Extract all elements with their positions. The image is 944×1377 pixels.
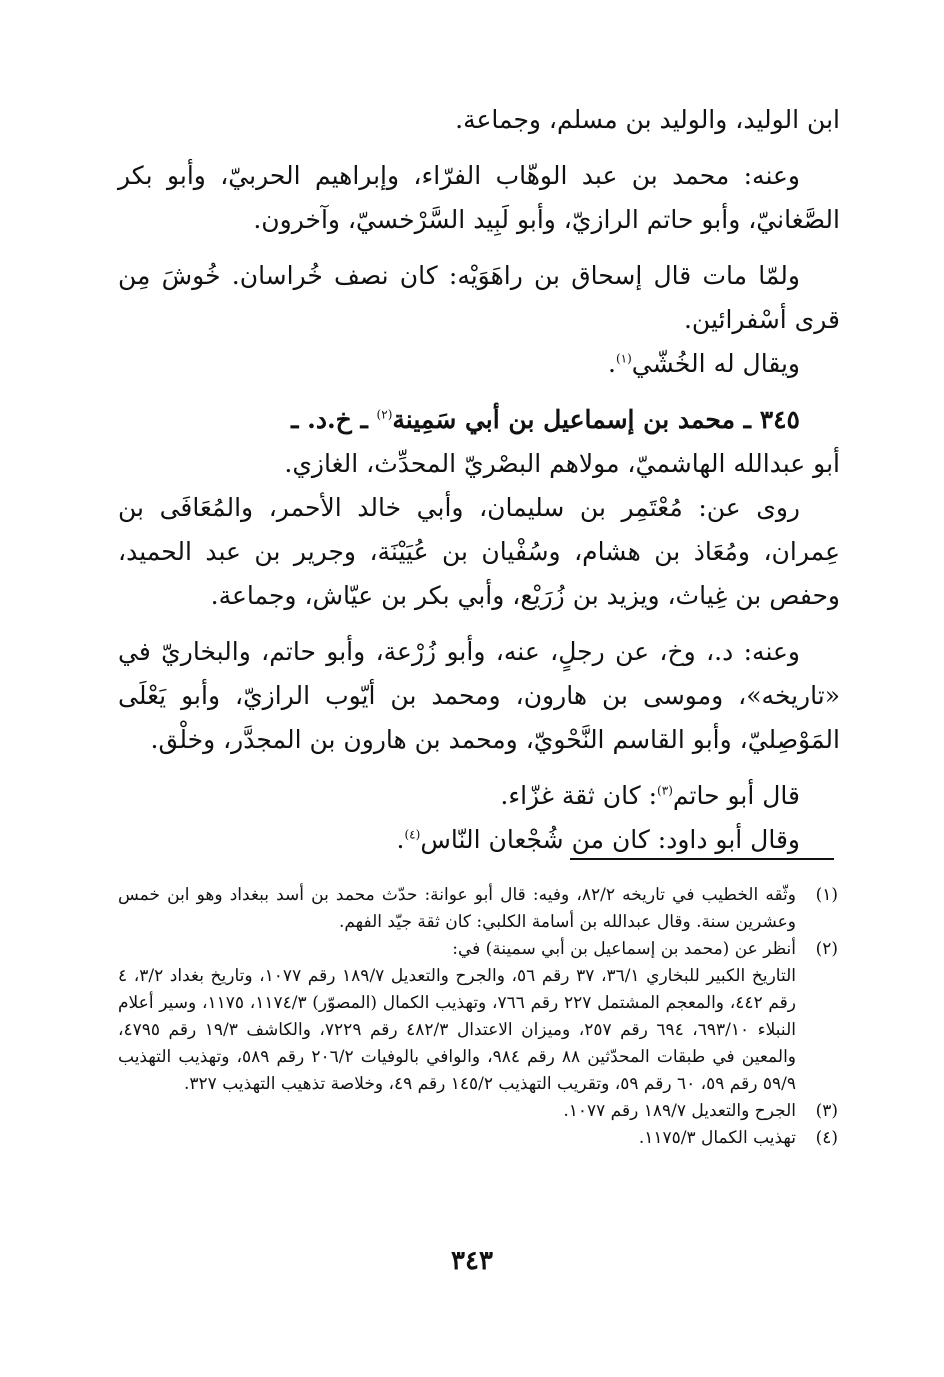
footnote-3	[118, 1098, 838, 1125]
footnote-line: التاريخ الكبير للبخاري ٣٦/١، ٣٧ رقم ٥٦، والجرح والتعديل ١٨٩/٧ رقم ١٠٧٧، وتاريخ بغداد ٣/٢، ٤ رقم ٤٤٢، والمعجم المشتمل ٢٢٧ رقم ٧٦٦، وتهذيب الكمال (المصوّر) ١١٧٤/٣، ١١٧٥، وسير أعلام النبلاء ٦٩٣/١٠، ٦٩٤ رقم ٢٥٧، وميزان الاعتدال ٤٨٢/٣ رقم ٧٢٢٩، والكاشف ١٩/٣ رقم ٤٧٩٥، والمعين في طبقات المحدّثين ٨٨ رقم ٩٨٤، والوافي بالوفيات ٢٠٦/٢ رقم ٥٨٩، وتهذيب التهذيب ٥٩/٩ رقم ٥٩، ٦٠ رقم ٥٩، وتقريب التهذيب ١٤٥/٢ رقم ٤٩، وخلاصة تذهيب التهذيب ٣٢٧.	[118, 966, 796, 1094]
footnote-body	[118, 882, 796, 936]
footnote-separator	[570, 858, 834, 860]
paragraph-narrators: وعنه: د.، وخ، عن رجلٍ، عنه، وأبو زُرْعة، وأبو حاتم، والبخاريّ في «تاريخه»، وموسى بن هارون، ومحمد بن أيّوب الرازيّ، وأبو يَعْلَى المَوْصِليّ، وأبو القاسم النَّحْويّ، ومحمد بن هارون بن المجدَّر، وخلْق.	[118, 637, 840, 754]
footnote-ref-3[interactable]: (٣)	[657, 783, 673, 798]
footnote-line: أنظر عن (محمد بن إسماعيل بن أبي سمينة) في:	[452, 939, 796, 959]
footnote-number: (٢)	[815, 939, 838, 959]
page-number: ٣٤٣	[451, 1246, 493, 1276]
nisba-end: .	[608, 349, 616, 378]
abu-hatim-quote: : كان ثقة غزّاء.	[500, 781, 658, 810]
abu-dawud-end: .	[396, 825, 405, 854]
footnote-number: (٤)	[815, 1128, 838, 1148]
footnote-number: (٣)	[815, 1101, 838, 1121]
footnote-body	[118, 1125, 796, 1152]
footnote-ref-4[interactable]: (٤)	[404, 827, 421, 842]
footnote-2	[118, 936, 838, 1098]
main-text	[118, 98, 840, 862]
footnote-body	[118, 936, 796, 1098]
paragraph-abu-hatim	[118, 774, 840, 818]
footnotes	[118, 882, 838, 1152]
paragraph-death: ولمّا مات قال إسحاق بن راهَوَيْه: كان نصف خُراسان. خُوشَ مِن قرى أسْفرائين.	[118, 261, 840, 334]
abu-hatim-label: قال أبو حاتم	[672, 781, 800, 810]
footnote-ref-2[interactable]: (٢)	[376, 407, 393, 422]
abu-dawud-quote: : كان من شُجْعان النّاس	[420, 825, 667, 854]
footnote-line: وثّقه الخطيب في تاريخه ٨٢/٢، وفيه: قال أبو عوانة: حدّث محمد بن أسد ببغداد وهو ابن خمس وعشرين سنة. وقال عبدالله بن أسامة الكلبي: كان ثقة جيّد الفهم.	[118, 885, 796, 932]
footnote-4	[118, 1125, 838, 1152]
nisba-text: ويقال له الخُشّي	[631, 349, 800, 378]
footnote-line: الجرح والتعديل ١٨٩/٧ رقم ١٠٧٧.	[563, 1101, 796, 1121]
paragraph-continuation: ابن الوليد، والوليد بن مسلم، وجماعة.	[455, 105, 840, 134]
paragraph-nisba	[118, 342, 840, 386]
entry-heading	[118, 398, 840, 442]
paragraph-abu-dawud	[118, 818, 840, 862]
paragraph-narrated-from: روى عن: مُعْتَمِر بن سليمان، وأبي خالد الأحمر، والمُعَافَى بن عِمران، ومُعَاذ بن هشام، وسُفْيان بن عُيَيْنَة، وجرير بن عبد الحميد، وحفص بن غِياث، ويزيد بن زُرَيْع، وأبي بكر بن عيّاش، وجماعة.	[118, 493, 840, 610]
footnote-1	[118, 882, 838, 936]
footnote-number: (١)	[815, 885, 838, 905]
entry-title: ٣٤٥ ـ محمد بن إسماعيل بن أبي سَمِينة	[392, 405, 800, 434]
abu-dawud-label: وقال أبو داود	[666, 825, 800, 854]
paragraph-kunya: أبو عبدالله الهاشميّ، مولاهم البصْريّ المحدِّث، الغازي.	[284, 449, 840, 478]
paragraph-narrators-from: وعنه: محمد بن عبد الوهّاب الفرّاء، وإبراهيم الحربيّ، وأبو بكر الصَّغانيّ، وأبو حاتم الرازيّ، وأبو لَبِيد السَّرْخسيّ، وآخرون.	[118, 161, 840, 234]
footnote-line: تهذيب الكمال ١١٧٥/٣.	[638, 1128, 796, 1148]
footnote-body	[118, 1098, 796, 1125]
footnote-ref-1[interactable]: (١)	[615, 351, 632, 366]
entry-symbols: ـ خ.د. ـ	[291, 405, 377, 434]
